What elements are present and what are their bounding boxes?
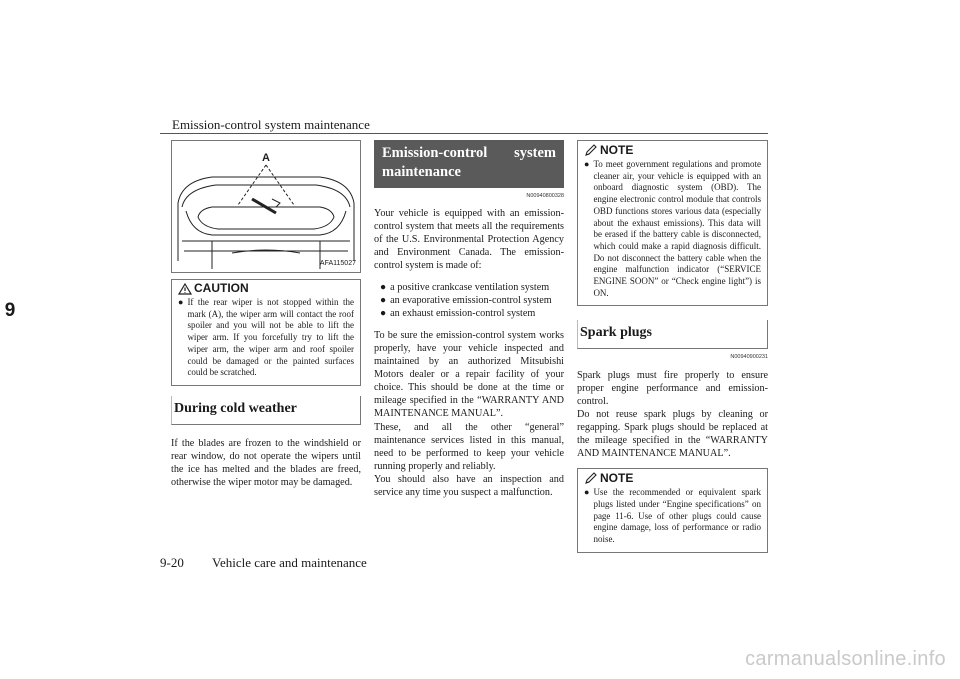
note-box-obd <box>577 140 768 306</box>
cold-weather-text: If the blades are frozen to the windshield or rear window, do not operate the wipers until the ice has melted and the blades are freed, otherwise the wiper motor may be damaged. <box>171 437 361 489</box>
cold-weather-heading <box>171 396 361 425</box>
list-item <box>380 294 564 307</box>
note-pencil-icon <box>584 144 598 157</box>
bullet-icon: ● <box>584 487 590 498</box>
emission-heading <box>374 140 564 188</box>
bullet-icon: ● <box>584 159 590 169</box>
note-item <box>584 159 761 299</box>
note-header <box>584 144 761 157</box>
cold-weather-title: During cold weather <box>174 400 297 416</box>
list-item-text: an exhaust emission-control system <box>390 307 536 319</box>
emission-para-3: You should also have an inspection and service any time you suspect a malfunction. <box>374 473 564 498</box>
caution-item <box>178 297 354 379</box>
note-box-spark <box>577 468 768 553</box>
spark-plugs-title: Spark plugs <box>580 325 652 341</box>
note-header <box>584 472 761 485</box>
list-item <box>380 307 564 320</box>
emission-ref-code: N00940800328 <box>526 193 564 199</box>
bullet-icon: ● <box>380 281 387 293</box>
bullet-icon: ● <box>380 307 387 319</box>
spark-ref-code: N00940900231 <box>730 354 768 361</box>
note-item <box>584 487 761 546</box>
caution-box <box>171 279 361 386</box>
spark-para-1: Spark plugs must fire properly to ensure proper engine performance and emission-control. <box>577 369 768 407</box>
header-divider <box>160 133 768 134</box>
bullet-icon: ● <box>380 294 387 306</box>
caution-title: CAUTION <box>194 281 249 296</box>
bullet-icon: ● <box>178 297 184 307</box>
rear-wiper-figure <box>171 140 361 273</box>
figure-code: AFA115027 <box>319 259 356 267</box>
column-right <box>577 140 768 553</box>
column-middle <box>374 140 564 499</box>
footer-page-number: 9-20 <box>160 555 184 570</box>
spark-plugs-heading <box>577 320 768 349</box>
spark-para-2: Do not reuse spark plugs by cleaning or regapping. Spark plugs should be replaced at the mileage specified in the “WARRANTY AND MAINTENANCE MANUAL”. <box>577 408 768 460</box>
chapter-tab: 9 <box>4 300 16 321</box>
footer-section-title: Vehicle care and maintenance <box>212 555 367 570</box>
page-header-title: Emission-control system maintenance <box>172 117 370 132</box>
caution-item-text: If the rear wiper is not stopped within the mark (A), the wiper arm will contact the roof spoiler and you will not be able to lift the wiper arm. If you forcefully try to lift the wiper arm, the wiper arm and roof spoiler could be damaged or the painted surfaces could be scratched. <box>187 297 354 378</box>
list-item-text: an evaporative emission-control system <box>390 294 552 306</box>
rear-wiper-illustration <box>172 141 360 272</box>
list-item-text: a positive crankcase ventilation system <box>390 281 550 293</box>
emission-intro: Your vehicle is equipped with an emission-control system that meets all the requirements of the U.S. Environmental Protection Agency and Environment Canada. The emission-control system is made of: <box>374 208 564 272</box>
footer-watermark: carmanualsonline.info <box>745 648 946 670</box>
caution-header <box>178 283 354 295</box>
note-item-text: To meet government regulations and promote cleaner air, your vehicle is equipped with an onboard diagnostic system (OBD). The engine electronic control module that controls OBD functions stores various data (especially about the exhaust emissions). This data will be erased if the battery cable is disconnected, which could make a rapid diagnosis difficult. Do not disconnect the battery cable when the engine malfunction indicator (“SERVICE ENGINE SOON” or “Check engine light”) is ON. <box>593 159 761 298</box>
emission-list <box>374 281 564 320</box>
list-item <box>380 281 564 294</box>
column-left <box>171 140 361 489</box>
note-title: NOTE <box>600 142 634 157</box>
note-title: NOTE <box>600 470 634 485</box>
figure-mark-label: A <box>262 152 270 164</box>
warning-triangle-icon <box>178 283 192 295</box>
note-pencil-icon <box>584 472 598 485</box>
emission-title: Emission-control system maintenance <box>382 145 556 180</box>
emission-para-2: These, and all the other “general” maintenance services listed in this manual, need to be performed to keep your vehicle running properly and reliably. <box>374 421 564 472</box>
emission-para-1: To be sure the emission-control system works properly, have your vehicle inspected and maintained by an authorized Mitsubishi Motors dealer or a repair facility of your choice. This should be done at the time or mileage specified in the “WARRANTY AND MAINTENANCE MANUAL”. <box>374 329 564 420</box>
note-item-text: Use the recommended or equivalent spark plugs listed under “Engine specifications” on page 11-6. Use of other plugs could cause engine damage, loss of performance or radio noise. <box>593 487 761 544</box>
